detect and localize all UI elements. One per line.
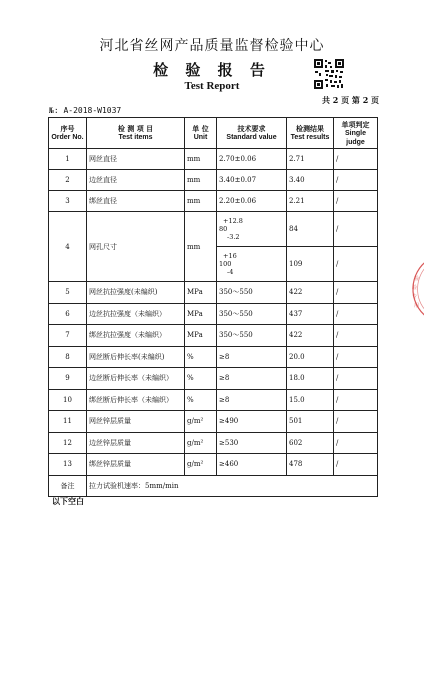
table-row: 8 网丝断后伸长率(未编织) % ≥8 20.0 / [49, 346, 378, 368]
page-background [0, 590, 424, 700]
table-row: 9 边丝断后伸长率（未编织） % ≥8 18.0 / [49, 368, 378, 390]
qr-code [313, 58, 345, 90]
org-name: 河北省丝网产品质量监督检验中心 [99, 38, 325, 54]
report-title-en: Test Report [184, 80, 240, 92]
header-judge: 单项判定 Single judge [334, 118, 378, 149]
remark-text: 拉力试验机速率：5mm/min [87, 475, 378, 496]
header-standard: 技术要求 Standard value [217, 118, 287, 149]
svg-text:验: 验 [412, 285, 418, 291]
table-row: 13 绑丝锌层质量 g/m² ≥460 478 / [49, 454, 378, 476]
red-seal-stamp [400, 258, 424, 320]
table-row: 10 绑丝断后伸长率（未编织） % ≥8 15.0 / [49, 389, 378, 411]
mesh-standard-2: +16 100 -4 [217, 247, 287, 282]
table-row: 7 绑丝抗拉强度（未编织） MPa 350～550 422 / [49, 325, 378, 347]
remark-label: 备注 [49, 475, 87, 496]
table-row-mesh-a: 4 网孔尺寸 mm +12.8 80 -3.2 84 / [49, 212, 378, 247]
svg-text:专: 专 [412, 294, 418, 300]
table-row: 3 绑丝直径 mm 2.20±0.06 2.21 / [49, 191, 378, 212]
table-row: 6 边丝抗拉强度（未编织） MPa 350～550 437 / [49, 303, 378, 325]
test-table [48, 117, 378, 497]
header-items: 检 测 项 目 Test items [87, 118, 185, 149]
table-row: 11 网丝锌层质量 g/m² ≥490 501 / [49, 411, 378, 433]
svg-text:用: 用 [414, 303, 420, 309]
header-results: 检测结果 Test results [287, 118, 334, 149]
table-row: 5 网丝抗拉强度(未编织) MPa 350～550 422 / [49, 282, 378, 304]
table-row: 1 网丝直径 mm 2.70±0.06 2.71 / [49, 149, 378, 170]
header-order: 序号 Order No. [49, 118, 87, 149]
mesh-standard-1: +12.8 80 -3.2 [217, 212, 287, 247]
table-row: 2 边丝直径 mm 3.40±0.07 3.40 / [49, 170, 378, 191]
svg-text:检: 检 [414, 276, 420, 282]
page-info: 共 2 页 第 2 页 [322, 95, 380, 105]
table-row: 12 边丝锌层质量 g/m² ≥530 602 / [49, 432, 378, 454]
report-title-cn: 检 验 报 告 [153, 61, 271, 79]
blank-below-note: 以下空白 [52, 496, 84, 506]
table-header-row [49, 118, 378, 149]
report-number: №: A-2018-W1037 [49, 106, 122, 115]
remark-row [49, 475, 378, 496]
table-row-mesh-b: +16 100 -4 109 / [49, 247, 378, 282]
header-unit: 单 位 Unit [185, 118, 217, 149]
